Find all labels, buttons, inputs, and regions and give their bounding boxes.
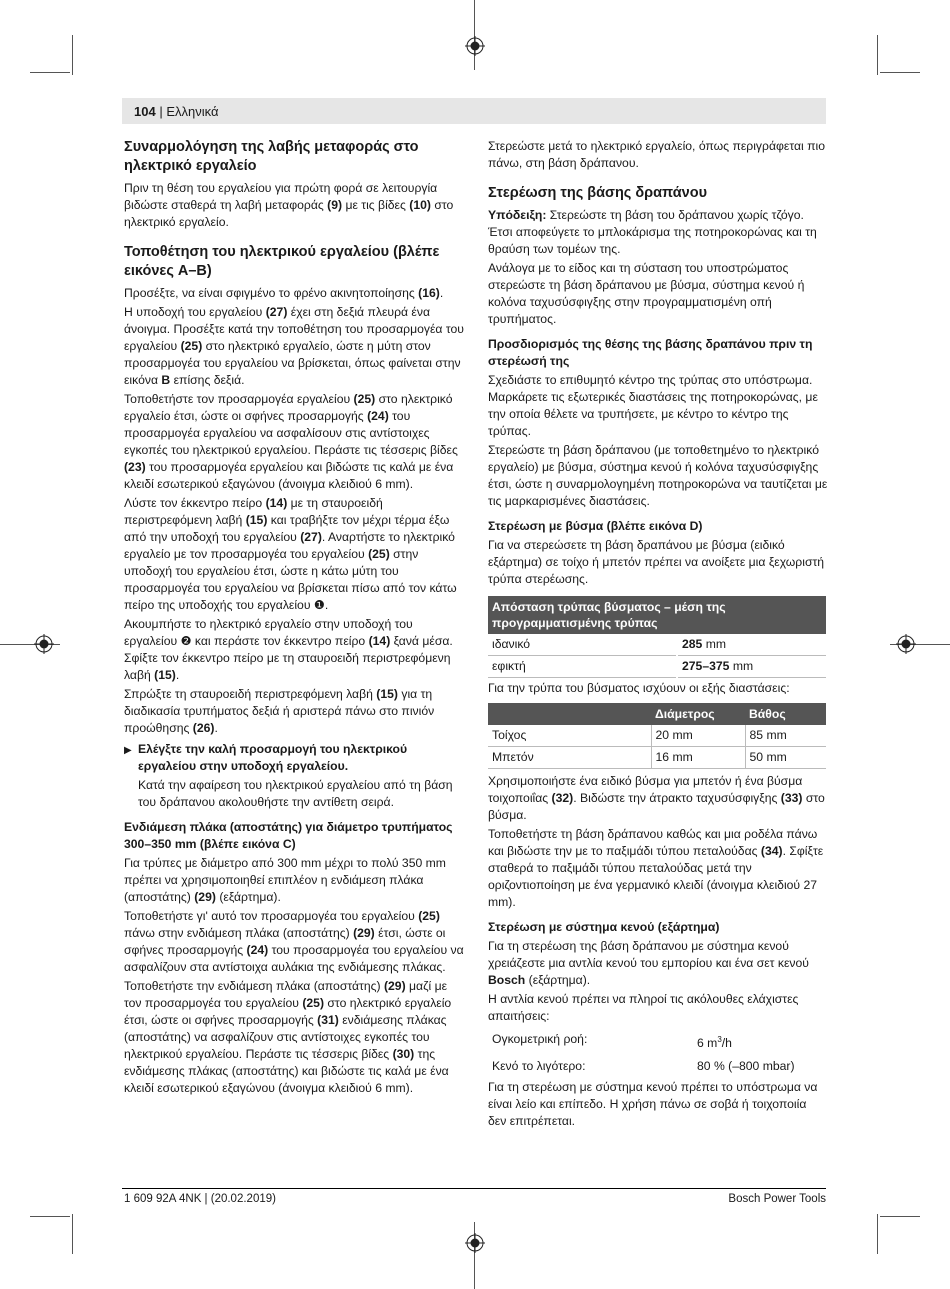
paragraph: Για τη στερέωση της βάση δράπανου με σύστημα κενού χρειάζεστε μια αντλία κενού του εμπορίου και ένα σετ κενού Bosch (εξάρτημα). [488,939,809,987]
paragraph: Χρησιμοποιήστε ένα ειδικό βύσμα για μπετόν ή ένα βύσμα τοιχοποιΐας (32). Βιδώστε την άτρακτο ταχυσύσφιγξης (33) στο βύσμα. [488,774,825,822]
paragraph: Για τρύπες με διάμετρο από 300 mm μέχρι το πολύ 350 mm πρέπει να χρησιμοποιηθεί επιπλέον η ενδιάμεση πλάκα (αποστάτης) (29) (εξάρτημα). [124,856,446,904]
crop-mark [880,1216,920,1217]
paragraph: Ακουμπήστε το ηλεκτρικό εργαλείο στην υποδοχή του εργαλείου ❷ και περάστε τον έκκεντρο πείρο (14) ξανά μέσα. Σφίξτε τον έκκεντρο πείρο με τη σταυροειδή περιστρεφόμενη λαβή (15). [124,617,453,682]
footer-divider [122,1188,826,1189]
paragraph: Λύστε τον έκκεντρο πείρο (14) με τη σταυροειδή περιστρεφόμενη λαβή (15) και τραβήξτε τον μέχρι τέρμα έξω από την υποδοχή του εργαλείου (27). Αναρτήστε το ηλεκτρικό εργαλείο με τον προσαρμογέα του εργαλείου (25) στην υποδοχή του εργαλείου έτσι, ώστε η κάτω μύτη του προσαρμογέα του εργαλείου να βρίσκεται πίσω από τον κάτω πείρο της υποδοχής του εργαλείου ❶. [124,496,457,612]
header-language: Ελληνικά [166,104,219,119]
paragraph: Υπόδειξη: Στερεώστε τη βάση του δράπανου χωρίς τζόγο. Έτσι αποφεύγετε το μπλοκάρισμα της ποτηροκορώνας και τη θραύση των τομέων της. [488,208,817,256]
header-separator: | [159,104,163,119]
crop-mark [880,72,920,73]
crop-mark [877,35,878,75]
section-title: Συναρμολόγηση της λαβής μεταφοράς στο ηλεκτρικό εργαλείο [124,139,419,174]
paragraph: Κατά την αφαίρεση του ηλεκτρικού εργαλείου από τη βάση του δράπανου ακολουθήστε την αντίθετη σειρά. [138,778,453,809]
registration-mark-icon [465,1233,485,1253]
anchor-hole-dimensions-table [488,703,826,769]
triangle-bullet-icon: ▶ [124,745,132,756]
crop-mark [877,1214,878,1254]
paragraph: Πριν τη θέση του εργαλείου για πρώτη φορά σε λειτουργία βιδώστε σταθερά τη λαβή μεταφοράς (9) με τις βίδες (10) στο ηλεκτρικό εργαλείο. [124,181,454,229]
paragraph: Ανάλογα με το είδος και τη σύσταση του υποστρώματος στερεώστε τη βάση δράπανου με βύσμα, σύστημα κενού ή κολόνα ταχυσύσφιγξης στην προγραμματισμένη οπή τρυπήματος. [488,261,805,326]
paragraph: Για την τρύπα του βύσματος ισχύουν οι εξής διαστάσεις: [488,681,790,695]
paragraph: Η αντλία κενού πρέπει να πληροί τις ακόλουθες ελάχιστες απαιτήσεις: [488,992,799,1023]
table-header: Απόσταση τρύπας βύσματος – μέση της προγραμματισμένης τρύπας [488,596,826,634]
anchor-distance-table [488,596,826,678]
step-two-icon: ❷ [180,634,192,648]
footer-brand: Bosch Power Tools [728,1193,826,1205]
spec-row: Κενό το λιγότερο: 80 % (–800 mbar) [492,1059,795,1074]
paragraph: Προσέξτε, να είναι σφιγμένο το φρένο ακινητοποίησης (16). [124,286,444,300]
subsection-title: Ενδιάμεση πλάκα (αποστάτης) για διάμετρο τρυπήματος 300–350 mm (βλέπε εικόνα C) [124,820,453,851]
table-header-row: Διάμετρος Βάθος [488,703,826,725]
table-row: ιδανικό 285 mm [488,634,826,656]
subsection-title: Στερέωση με σύστημα κενού (εξάρτημα) [488,920,720,934]
table-row: εφικτή 275–375 mm [488,656,826,678]
crop-mark [72,1214,73,1254]
crop-mark [474,0,475,70]
table-row: Μπετόν 16 mm 50 mm [488,747,826,769]
left-column [124,138,464,1099]
paragraph: Στερεώστε μετά το ηλεκτρικό εργαλείο, όπως περιγράφεται πιο πάνω, στη βάση δράπανου. [488,139,826,170]
subsection-title: Στερέωση με βύσμα (βλέπε εικόνα D) [488,519,703,533]
page-header [122,98,826,124]
paragraph: Τοποθετήστε την ενδιάμεση πλάκα (αποστάτης) (29) μαζί με τον προσαρμογέα του εργαλείου (25) στο ηλεκτρικό εργαλείο έτσι, ώστε οι σφήνες προσαρμογής (31) ενδιάμεσης πλάκας (αποστάτης) να ασφαλίζουν στις αντίστοιχες εγκοπές του ηλεκτρικού εργαλείου. Περάστε τις τέσσερις βίδες (30) της ενδιάμεσης πλάκας (αποστάτης) και βιδώστε τις καλά με ένα κλειδί εσωτερικού εξαγώνου (άνοιγμα κλειδιού 6 mm). [124,979,452,1095]
page-number: 104 [134,104,156,119]
footer-doc-number: 1 609 92A 4NK | (20.02.2019) [124,1193,276,1205]
spec-row: Ογκομετρική ροή: 6 $m^3/h$ [492,1032,732,1051]
paragraph: Σπρώξτε τη σταυροειδή περιστρεφόμενη λαβή (15) για τη διαδικασία τρυπήματος δεξιά ή αριστερά πάνω στο πινιόν προώθησης (26). [124,687,435,735]
subsection-title: Προσδιορισμός της θέσης της βάσης δραπάνου πριν τη στερέωσή της [488,337,813,368]
paragraph: Τοποθετήστε τη βάση δράπανου καθώς και μια ροδέλα πάνω και βιδώστε την με το παξιμάδι τύπου πεταλούδας (34). Σφίξτε σταθερά το παξιμάδι τύπου πεταλούδας μετά την οριζοντιοποίηση με ένα γερμανικό κλειδί (άνοιγμα κλειδιού 27 mm). [488,827,824,909]
crop-mark [30,1216,70,1217]
paragraph: Η υποδοχή του εργαλείου (27) έχει στη δεξιά πλευρά ένα άνοιγμα. Προσέξτε κατά την τοποθέτηση του προσαρμογέα του εργαλείου (25) στο ηλεκτρικό εργαλείο, ώστε η μύτη στον προσαρμογέα του εργαλείου να βρίσκεται, όπως φαίνεται στην εικόνα B επίσης δεξιά. [124,305,464,387]
registration-mark-icon [34,634,54,654]
section-title: Στερέωση της βάσης δραπάνου [488,185,708,201]
crop-mark [72,35,73,75]
paragraph: Για να στερεώσετε τη βάση δραπάνου με βύσμα (ειδικό εξάρτημα) σε τοίχο ή μπετόν πρέπει να ανοίξετε μια ξεχωριστή τρύπα στερέωσης. [488,538,825,586]
paragraph: Τοποθετήστε γι' αυτό τον προσαρμογέα του εργαλείου (25) πάνω στην ενδιάμεση πλάκα (αποστάτης) (29) έτσι, ώστε οι σφήνες προσαρμογής (24) του προσαρμογέα του εργαλείου να ασφαλίζουν στα αντίστοιχα αυλάκια της ενδιάμεσης πλάκας. [124,909,464,974]
paragraph: Στερεώστε τη βάση δράπανου (με τοποθετημένο το ηλεκτρικό εργαλείο) με βύσμα, σύστημα κενού ή κολόνα ταχυσύσφιγξης έτσι, ώστε η συναρμολογημένη ποτηροκορώνα να ταυτίζεται με τις μαρκαρισμένες διαστάσεις. [488,443,828,508]
paragraph: Σχεδιάστε το επιθυμητό κέντρο της τρύπας στο υπόστρωμα. Μαρκάρετε τις εξωτερικές διαστάσεις της ποτηροκορώνας, με την οποία θέλετε να τρυπήσετε, με κέντρο το κέντρο της τρύπας. [488,373,818,438]
registration-mark-icon [465,36,485,56]
section-title: Τοποθέτηση του ηλεκτρικού εργαλείου (βλέπε εικόνες A–B) [124,244,440,279]
paragraph: Για τη στερέωση με σύστημα κενού πρέπει το υπόστρωμα να είναι λείο και επίπεδο. Η χρήση πάνω σε σοβά ή τοιχοποιία δεν επιτρέπεται. [488,1080,818,1129]
page-header-text [134,104,219,119]
registration-mark-icon [896,634,916,654]
paragraph: Τοποθετήστε τον προσαρμογέα εργαλείου (25) στο ηλεκτρικό εργαλείο έτσι, ώστε οι σφήνες προσαρμογής (24) του προσαρμογέα εργαλείου να ασφαλίσουν στις αντίστοιχες εγκοπές του ηλεκτρικού εργαλείου. Περάστε τις τέσσερις βίδες (23) του προσαρμογέα εργαλείου και βιδώστε τις καλά με ένα κλειδί εσωτερικού εξαγώνου (άνοιγμα κλειδιού 6 mm). [124,392,458,491]
right-column [488,138,828,1132]
crop-mark [30,72,70,73]
step-one-icon: ❶ [313,598,325,612]
table-row: Τοίχος 20 mm 85 mm [488,725,826,747]
bullet-item: ▶ Ελέγξτε την καλή προσαρμογή του ηλεκτρικού εργαλείου στην υποδοχή εργαλείου. [124,742,408,773]
